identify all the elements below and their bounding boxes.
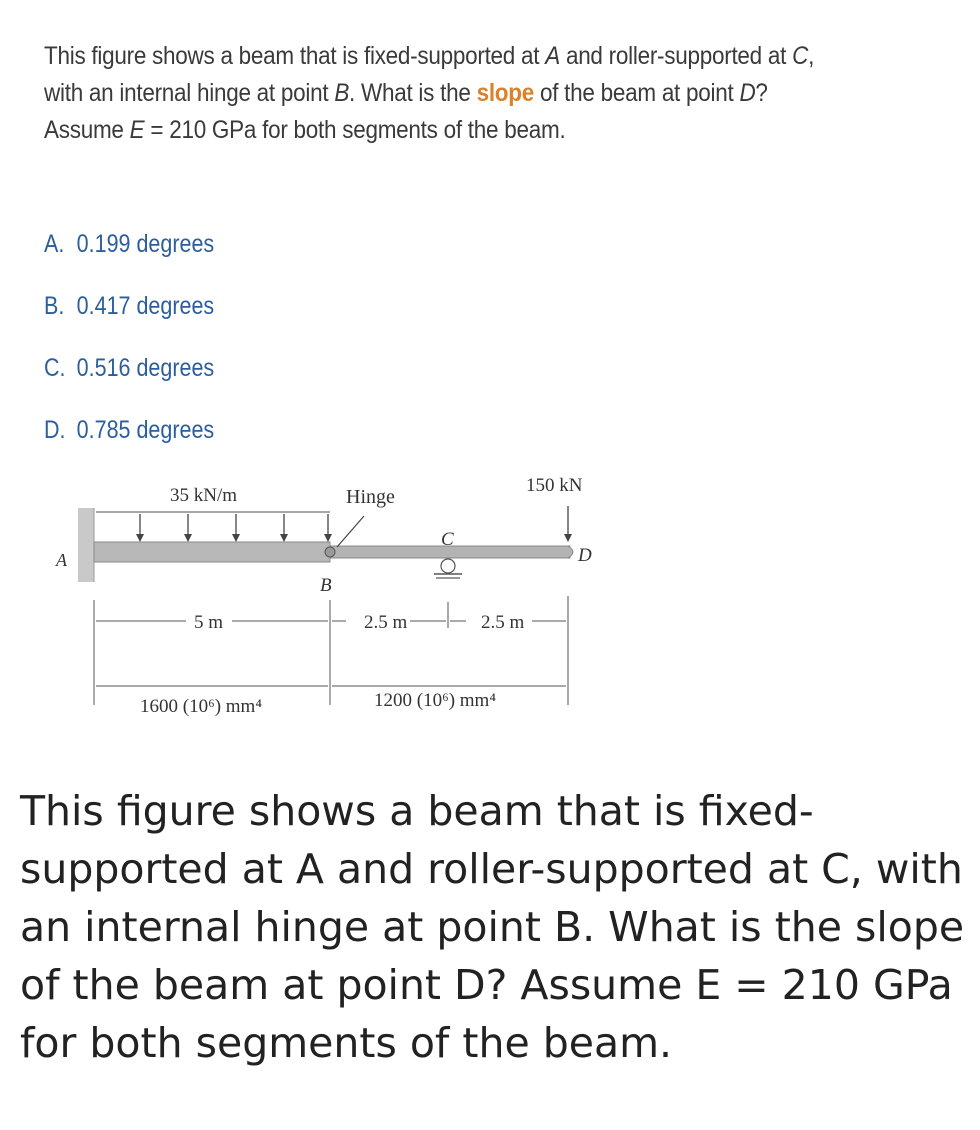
dimension-cd-label: 2.5 m (481, 612, 525, 633)
question-text: = 210 GPa for both segments of the beam. (144, 116, 566, 144)
beam-segment-ab (94, 542, 330, 562)
label-a: A (56, 550, 67, 570)
option-text: 0.417 degrees (76, 292, 215, 320)
dimension-ab-label: 5 m (194, 612, 224, 633)
inertia-left-label: 1600 (10⁶) mm⁴ (140, 696, 262, 717)
point-a-ref: A (545, 42, 560, 70)
point-c-ref: C (792, 42, 809, 70)
beam-diagram (0, 460, 640, 730)
answer-options (44, 224, 242, 472)
question-text: and roller-supported at (559, 42, 793, 70)
inertia-right-label: 1200 (10⁶) mm⁴ (374, 690, 496, 711)
question-text: This figure shows a beam that is fixed-supported at (44, 42, 546, 70)
question-text: . What is the (349, 79, 477, 107)
slope-highlight: slope (476, 79, 534, 107)
option-letter: C. (44, 354, 66, 382)
point-b-ref: B (334, 79, 350, 107)
option-letter: B. (44, 292, 65, 320)
option-letter: A. (44, 230, 65, 258)
point-load-label: 150 kN (526, 475, 583, 496)
option-letter: D. (44, 416, 66, 444)
option-c[interactable] (44, 348, 214, 410)
question-line-1 (44, 38, 854, 75)
option-text: 0.785 degrees (76, 416, 215, 444)
point-d-ref: D (739, 79, 756, 107)
roller-support-c (441, 559, 455, 573)
option-a[interactable] (44, 224, 214, 286)
dimension-bc-label: 2.5 m (364, 612, 408, 633)
beam-end-d (568, 546, 573, 558)
label-c: C (441, 529, 454, 550)
question-body-text: This figure shows a beam that is fixed-supported at A and roller-supported at C, with an internal hinge at point B. What is the slope of the beam at point D? Assume E = 210 GPa for both segments of the beam. (20, 787, 965, 1067)
question-text: with an internal hinge at point (44, 79, 335, 107)
hinge-label: Hinge (346, 486, 395, 508)
option-text: 0.516 degrees (76, 354, 215, 382)
question-line-2 (44, 75, 854, 112)
question-text: Assume (44, 116, 130, 144)
hinge-pointer (337, 516, 364, 547)
modulus-symbol: E (129, 116, 145, 144)
question-text: ? (755, 79, 768, 107)
question-block (44, 38, 944, 149)
hinge-pin (325, 547, 335, 557)
option-text: 0.199 degrees (76, 230, 215, 258)
question-text: of the beam at point (533, 79, 740, 107)
label-b: B (320, 575, 332, 596)
assumption-line (44, 112, 854, 149)
distributed-load-label: 35 kN/m (170, 485, 238, 506)
fixed-support-wall (78, 508, 94, 582)
label-d: D (578, 545, 592, 566)
option-b[interactable] (44, 286, 214, 348)
question-text: , (808, 42, 815, 70)
